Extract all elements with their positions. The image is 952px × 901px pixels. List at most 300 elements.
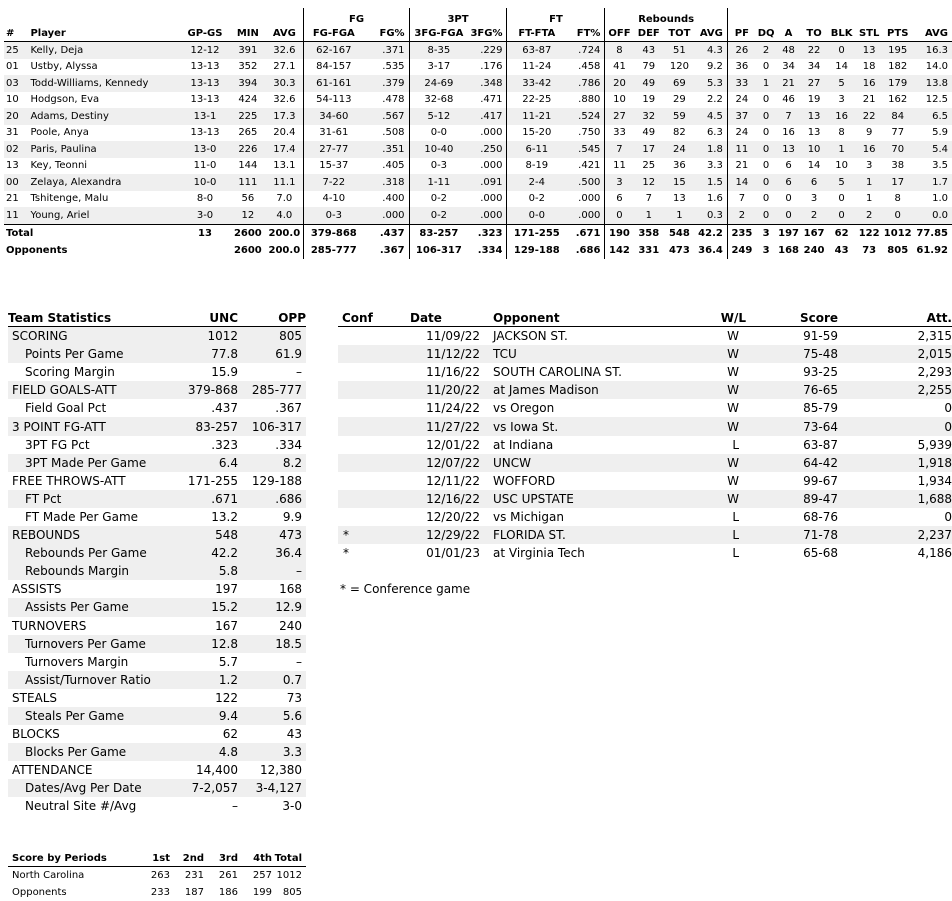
team-stat-label: Blocks Per Game — [8, 743, 178, 761]
cell-player: Poole, Anya — [26, 125, 179, 142]
team-stat-label: Points Per Game — [8, 345, 178, 363]
period-cell-label: North Carolina — [8, 867, 138, 885]
cell-reb-tot: 120 — [664, 59, 695, 76]
team-stat-label: Rebounds Per Game — [8, 544, 178, 562]
col-header-3fg-pct: 3FG% — [468, 25, 507, 42]
cell-3fg-fga: 8-35 — [409, 42, 468, 59]
player-row — [4, 174, 952, 191]
cell-dq: 0 — [756, 141, 776, 158]
game-opponent: USC UPSTATE — [490, 490, 690, 508]
cell-3fg-pct: .323 — [468, 224, 507, 242]
cell-to: 2 — [801, 207, 828, 224]
cell-3fg-fga: 24-69 — [409, 75, 468, 92]
team-stat-row — [8, 725, 306, 743]
game-date: 11/20/22 — [404, 381, 490, 399]
team-stat-label: Dates/Avg Per Date — [8, 779, 178, 797]
game-opponent: JACKSON ST. — [490, 327, 690, 346]
cell-min: 225 — [231, 108, 266, 125]
period-cell-2nd: 187 — [170, 884, 204, 901]
cell-blk: 1 — [827, 141, 856, 158]
cell-fg-fga: 54-113 — [304, 92, 363, 109]
cell-blk: 0 — [827, 42, 856, 59]
sched-header-wl: W/L — [690, 309, 756, 327]
periods-rows — [8, 867, 306, 901]
cell-pf: 26 — [727, 42, 756, 59]
cell-pts: 0 — [882, 207, 913, 224]
cell-ft-fta: 11-21 — [507, 108, 566, 125]
cell-dq: 0 — [756, 174, 776, 191]
col-header-stl: STL — [856, 25, 883, 42]
game-attendance: 5,939 — [862, 436, 952, 454]
cell-blk: 62 — [827, 224, 856, 242]
team-stat-label: FT Pct — [8, 490, 178, 508]
team-stat-row — [8, 598, 306, 616]
team-stat-label: FREE THROWS-ATT — [8, 472, 178, 490]
cell-reb-def: 32 — [633, 108, 664, 125]
cell-min-avg: 32.6 — [265, 92, 304, 109]
game-result: W — [690, 399, 756, 417]
cell-reb-avg: 4.3 — [695, 42, 728, 59]
schedule-row — [338, 345, 952, 363]
team-stat-opp: – — [238, 653, 306, 671]
cell-fg-fga: 379-868 — [304, 224, 363, 242]
team-stat-row — [8, 761, 306, 779]
period-cell-2nd: 231 — [170, 867, 204, 885]
col-header-reb-avg: AVG — [695, 25, 728, 42]
game-conf — [338, 363, 404, 381]
cell-to: 167 — [801, 224, 828, 242]
game-attendance: 1,918 — [862, 454, 952, 472]
cell-player: Tshitenge, Malu — [26, 191, 179, 208]
team-stat-unc: – — [178, 797, 238, 815]
cell-pts-avg: 1.7 — [913, 174, 952, 191]
cell-ft-fta: 0-0 — [507, 207, 566, 224]
period-header-label: Score by Periods — [8, 850, 138, 867]
cell-pts-avg: 61.92 — [913, 242, 952, 259]
col-header-pf: PF — [727, 25, 756, 42]
cell-pts: 162 — [882, 92, 913, 109]
col-header-fg-pct: FG% — [363, 25, 409, 42]
cell-stl: 16 — [856, 75, 883, 92]
cell-player: Hodgson, Eva — [26, 92, 179, 109]
team-stat-row — [8, 363, 306, 381]
cell-to: 14 — [801, 158, 828, 175]
cell-blk: 16 — [827, 108, 856, 125]
cell-pf: 33 — [727, 75, 756, 92]
game-opponent: at Indiana — [490, 436, 690, 454]
cell-reb-avg: 1.6 — [695, 191, 728, 208]
team-stat-row — [8, 797, 306, 815]
cell-ft-fta: 129-188 — [507, 242, 566, 259]
player-row — [4, 125, 952, 142]
team-stat-unc: 548 — [178, 526, 238, 544]
cell-pf: 36 — [727, 59, 756, 76]
team-statistics-table — [8, 309, 306, 816]
cell-3fg-fga: 106-317 — [409, 242, 468, 259]
game-conf — [338, 454, 404, 472]
team-stat-unc: 7-2,057 — [178, 779, 238, 797]
col-header-to: TO — [801, 25, 828, 42]
cell-to: 34 — [801, 59, 828, 76]
cell-ft-fta: 171-255 — [507, 224, 566, 242]
schedule-row — [338, 327, 952, 346]
periods-header-row — [8, 850, 306, 867]
cell-reb-off: 20 — [605, 75, 634, 92]
game-result: W — [690, 490, 756, 508]
game-opponent: FLORIDA ST. — [490, 526, 690, 544]
cell-fg-pct: .318 — [363, 174, 409, 191]
cell-stl: 1 — [856, 174, 883, 191]
group-header-3pt: 3PT — [409, 8, 507, 25]
team-stats-title: Team Statistics — [8, 309, 178, 327]
team-stat-row — [8, 743, 306, 761]
cell-3fg-pct: .250 — [468, 141, 507, 158]
cell-min-avg: 11.1 — [265, 174, 304, 191]
game-conf — [338, 417, 404, 435]
game-opponent: WOFFORD — [490, 472, 690, 490]
cell-ft-pct: .880 — [566, 92, 605, 109]
cell-ft-fta: 6-11 — [507, 141, 566, 158]
cell-ast: 46 — [776, 92, 800, 109]
team-stat-opp: 168 — [238, 580, 306, 598]
cell-pts-avg: 5.9 — [913, 125, 952, 142]
cell-min-avg: 17.4 — [265, 141, 304, 158]
cell-3fg-pct: .000 — [468, 191, 507, 208]
game-date: 11/27/22 — [404, 417, 490, 435]
cell-blk: 14 — [827, 59, 856, 76]
team-stat-opp: 0.7 — [238, 671, 306, 689]
cell-min: 424 — [231, 92, 266, 109]
team-stat-unc: 167 — [178, 617, 238, 635]
cell-pts-avg: 0.0 — [913, 207, 952, 224]
period-header-3rd: 3rd — [204, 850, 238, 867]
team-stat-label: Field Goal Pct — [8, 399, 178, 417]
period-cell-1st: 233 — [138, 884, 170, 901]
team-stat-opp: 61.9 — [238, 345, 306, 363]
cell-pts: 70 — [882, 141, 913, 158]
game-result: W — [690, 327, 756, 346]
cell-reb-tot: 13 — [664, 191, 695, 208]
cell-player: Ustby, Alyssa — [26, 59, 179, 76]
cell-3fg-pct: .176 — [468, 59, 507, 76]
team-stat-label: ASSISTS — [8, 580, 178, 598]
col-header-dq: DQ — [756, 25, 776, 42]
cell-gp-gs: 13-13 — [180, 92, 231, 109]
cell-min-avg: 200.0 — [265, 242, 304, 259]
cell-stl: 1 — [856, 191, 883, 208]
game-attendance: 1,934 — [862, 472, 952, 490]
period-cell-3rd: 261 — [204, 867, 238, 885]
period-cell-3rd: 186 — [204, 884, 238, 901]
team-stat-label: Assist/Turnover Ratio — [8, 671, 178, 689]
cell-3fg-pct: .000 — [468, 207, 507, 224]
period-cell-total: 805 — [272, 884, 306, 901]
cell-ast: 16 — [776, 125, 800, 142]
player-rows — [4, 42, 952, 225]
game-score: 65-68 — [756, 544, 862, 562]
team-stat-label: STEALS — [8, 689, 178, 707]
game-result: W — [690, 381, 756, 399]
team-stat-opp: 3.3 — [238, 743, 306, 761]
cell-fg-pct: .567 — [363, 108, 409, 125]
cell-num: 13 — [4, 158, 26, 175]
cell-reb-off: 10 — [605, 92, 634, 109]
cell-blk: 0 — [827, 191, 856, 208]
score-by-periods-table — [8, 850, 306, 901]
schedule-row — [338, 544, 952, 562]
schedule-row — [338, 526, 952, 544]
cell-fg-pct: .437 — [363, 224, 409, 242]
cell-pf: 11 — [727, 141, 756, 158]
cell-3fg-fga: 3-17 — [409, 59, 468, 76]
team-stat-opp: 473 — [238, 526, 306, 544]
cell-min-avg: 200.0 — [265, 224, 304, 242]
cell-fg-pct: .371 — [363, 42, 409, 59]
game-result: W — [690, 363, 756, 381]
cell-pts-avg: 77.85 — [913, 224, 952, 242]
team-stat-row — [8, 508, 306, 526]
col-header-fg-fga: FG-FGA — [304, 25, 363, 42]
cell-reb-def: 79 — [633, 59, 664, 76]
cell-num: Total — [4, 224, 180, 242]
cell-blk: 5 — [827, 174, 856, 191]
cell-reb-off: 8 — [605, 42, 634, 59]
team-stat-unc: 9.4 — [178, 707, 238, 725]
cell-min: 12 — [231, 207, 266, 224]
cell-reb-off: 41 — [605, 59, 634, 76]
team-total-row — [4, 224, 952, 242]
cell-ft-fta: 11-24 — [507, 59, 566, 76]
cell-ast: 7 — [776, 108, 800, 125]
cell-reb-def: 1 — [633, 207, 664, 224]
game-opponent: at James Madison — [490, 381, 690, 399]
cell-reb-def: 7 — [633, 191, 664, 208]
conference-note: * = Conference game — [340, 582, 470, 596]
cell-blk: 3 — [827, 92, 856, 109]
cell-ast: 168 — [776, 242, 800, 259]
cell-gp-gs: 13 — [180, 224, 231, 242]
cell-ast: 6 — [776, 158, 800, 175]
team-stat-unc: .437 — [178, 399, 238, 417]
game-date: 11/09/22 — [404, 327, 490, 346]
team-stat-unc: 379-868 — [178, 381, 238, 399]
cell-3fg-fga: 5-12 — [409, 108, 468, 125]
game-score: 99-67 — [756, 472, 862, 490]
cell-ft-pct: .524 — [566, 108, 605, 125]
cell-3fg-pct: .000 — [468, 158, 507, 175]
cell-dq: 3 — [756, 242, 776, 259]
team-stat-row — [8, 562, 306, 580]
cell-dq: 3 — [756, 224, 776, 242]
game-date: 12/16/22 — [404, 490, 490, 508]
team-stat-unc: .671 — [178, 490, 238, 508]
cell-pf: 37 — [727, 108, 756, 125]
group-header-fg: FG — [304, 8, 409, 25]
schedule-rows — [338, 327, 952, 563]
cell-stl: 2 — [856, 207, 883, 224]
game-result: W — [690, 472, 756, 490]
cell-player: Adams, Destiny — [26, 108, 179, 125]
team-stats-rows — [8, 327, 306, 816]
cell-num: Opponents — [4, 242, 180, 259]
cell-num: 03 — [4, 75, 26, 92]
game-conf — [338, 399, 404, 417]
team-stat-unc: 83-257 — [178, 417, 238, 435]
cell-player: Key, Teonni — [26, 158, 179, 175]
cell-player: Paris, Paulina — [26, 141, 179, 158]
cell-to: 240 — [801, 242, 828, 259]
cell-gp-gs: 12-12 — [180, 42, 231, 59]
game-attendance: 0 — [862, 399, 952, 417]
cell-3fg-fga: 0-2 — [409, 191, 468, 208]
cell-min: 2600 — [231, 242, 266, 259]
game-result: L — [690, 436, 756, 454]
cell-pts: 1012 — [882, 224, 913, 242]
period-cell-1st: 263 — [138, 867, 170, 885]
cell-3fg-pct: .229 — [468, 42, 507, 59]
cell-reb-def: 49 — [633, 125, 664, 142]
cell-min-avg: 4.0 — [265, 207, 304, 224]
game-attendance: 2,015 — [862, 345, 952, 363]
team-stat-unc: 5.8 — [178, 562, 238, 580]
team-stat-row — [8, 671, 306, 689]
cell-reb-avg: 1.5 — [695, 174, 728, 191]
team-stat-unc: 6.4 — [178, 454, 238, 472]
cell-dq: 0 — [756, 92, 776, 109]
cell-reb-avg: 5.3 — [695, 75, 728, 92]
cell-num: 01 — [4, 59, 26, 76]
cell-pf: 7 — [727, 191, 756, 208]
team-stat-row — [8, 436, 306, 454]
cell-player: Kelly, Deja — [26, 42, 179, 59]
cell-reb-off: 7 — [605, 141, 634, 158]
col-header-min-avg: AVG — [265, 25, 304, 42]
cell-player: Young, Ariel — [26, 207, 179, 224]
cell-reb-off: 6 — [605, 191, 634, 208]
cell-to: 27 — [801, 75, 828, 92]
col-header-player: Player — [26, 25, 179, 42]
team-stat-row — [8, 454, 306, 472]
period-header-1st: 1st — [138, 850, 170, 867]
cell-dq: 2 — [756, 42, 776, 59]
game-score: 76-65 — [756, 381, 862, 399]
cell-ft-fta: 33-42 — [507, 75, 566, 92]
team-stat-opp: .367 — [238, 399, 306, 417]
game-attendance: 0 — [862, 508, 952, 526]
cell-3fg-fga: 10-40 — [409, 141, 468, 158]
cell-fg-pct: .379 — [363, 75, 409, 92]
cell-ast: 0 — [776, 207, 800, 224]
team-stat-unc: 13.2 — [178, 508, 238, 526]
player-row — [4, 158, 952, 175]
cell-to: 3 — [801, 191, 828, 208]
team-stat-unc: 62 — [178, 725, 238, 743]
team-stat-opp: .334 — [238, 436, 306, 454]
player-row — [4, 191, 952, 208]
col-header-blk: BLK — [827, 25, 856, 42]
cell-pf: 235 — [727, 224, 756, 242]
game-score: 93-25 — [756, 363, 862, 381]
team-stat-unc: 12.8 — [178, 635, 238, 653]
team-stat-row — [8, 399, 306, 417]
team-stat-row — [8, 689, 306, 707]
cell-fg-fga: 7-22 — [304, 174, 363, 191]
team-stat-opp: 3-4,127 — [238, 779, 306, 797]
cell-reb-avg: 6.3 — [695, 125, 728, 142]
cell-fg-fga: 4-10 — [304, 191, 363, 208]
cell-dq: 0 — [756, 108, 776, 125]
team-stat-label: 3 POINT FG-ATT — [8, 417, 178, 435]
cell-reb-avg: 42.2 — [695, 224, 728, 242]
schedule-row — [338, 381, 952, 399]
cell-stl: 73 — [856, 242, 883, 259]
cell-fg-pct: .405 — [363, 158, 409, 175]
cell-fg-pct: .400 — [363, 191, 409, 208]
cell-num: 10 — [4, 92, 26, 109]
col-header-reb-tot: TOT — [664, 25, 695, 42]
cell-reb-tot: 82 — [664, 125, 695, 142]
game-date: 12/07/22 — [404, 454, 490, 472]
cell-ast: 0 — [776, 191, 800, 208]
team-stat-opp: 73 — [238, 689, 306, 707]
cell-reb-tot: 59 — [664, 108, 695, 125]
opponents-total-row — [4, 242, 952, 259]
game-conf — [338, 327, 404, 346]
team-stat-opp: 3-0 — [238, 797, 306, 815]
team-stat-label: Steals Per Game — [8, 707, 178, 725]
cell-pts: 179 — [882, 75, 913, 92]
cell-reb-def: 19 — [633, 92, 664, 109]
team-stat-opp: 285-777 — [238, 381, 306, 399]
team-stats-opp-header: OPP — [238, 309, 306, 327]
period-row — [8, 867, 306, 885]
cell-dq: 0 — [756, 191, 776, 208]
period-cell-label: Opponents — [8, 884, 138, 901]
cell-dq: 0 — [756, 207, 776, 224]
col-header-ft-fta: FT-FTA — [507, 25, 566, 42]
cell-ft-fta: 2-4 — [507, 174, 566, 191]
cell-num: 20 — [4, 108, 26, 125]
cell-min: 2600 — [231, 224, 266, 242]
team-stat-opp: 9.9 — [238, 508, 306, 526]
cell-to: 10 — [801, 141, 828, 158]
game-score: 63-87 — [756, 436, 862, 454]
cell-pts: 84 — [882, 108, 913, 125]
cell-dq: 0 — [756, 59, 776, 76]
game-date: 11/24/22 — [404, 399, 490, 417]
col-header-min: MIN — [231, 25, 266, 42]
game-conf — [338, 508, 404, 526]
player-row — [4, 92, 952, 109]
game-date: 11/12/22 — [404, 345, 490, 363]
cell-reb-def: 49 — [633, 75, 664, 92]
game-opponent: TCU — [490, 345, 690, 363]
team-stat-label: Turnovers Margin — [8, 653, 178, 671]
cell-gp-gs — [180, 242, 231, 259]
cell-reb-def: 12 — [633, 174, 664, 191]
game-attendance: 2,237 — [862, 526, 952, 544]
cell-reb-avg: 0.3 — [695, 207, 728, 224]
cell-pts-avg: 13.8 — [913, 75, 952, 92]
schedule-row — [338, 490, 952, 508]
cell-pts-avg: 6.5 — [913, 108, 952, 125]
game-opponent: vs Oregon — [490, 399, 690, 417]
cell-ast: 13 — [776, 141, 800, 158]
col-header-ast: A — [776, 25, 800, 42]
cell-gp-gs: 11-0 — [180, 158, 231, 175]
cell-reb-def: 331 — [633, 242, 664, 259]
team-stat-label: TURNOVERS — [8, 617, 178, 635]
